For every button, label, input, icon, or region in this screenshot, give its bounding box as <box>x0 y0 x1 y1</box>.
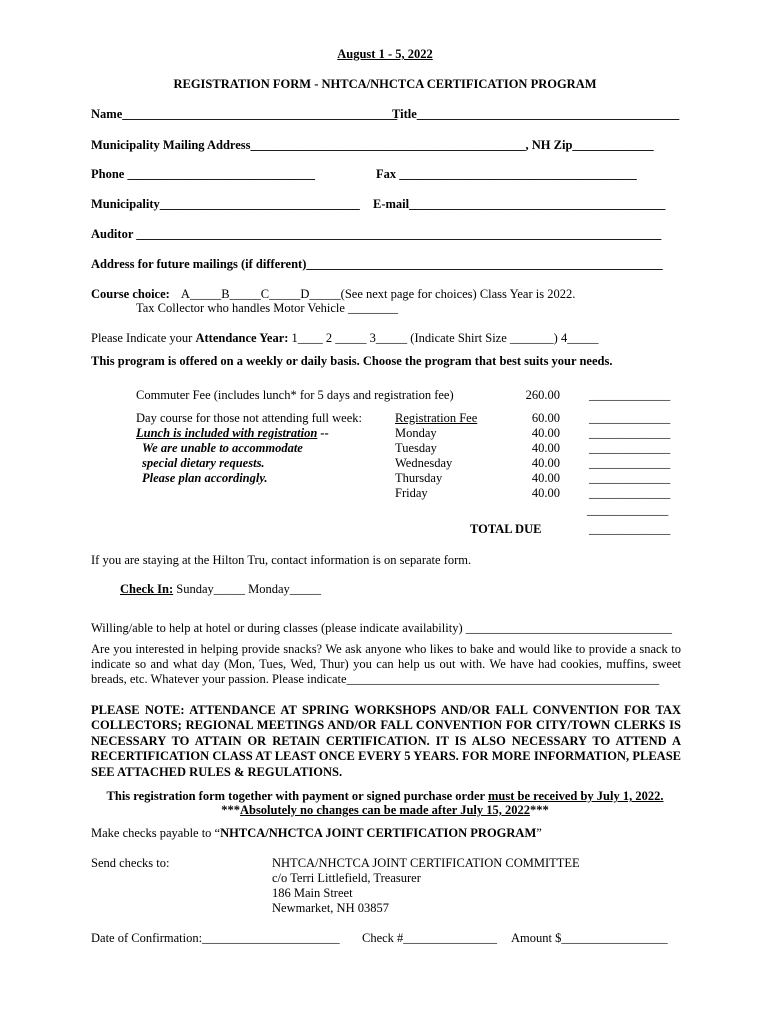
mailing-address-line: Newmarket, NH 03857 <box>272 901 389 915</box>
fee-item-blank[interactable]: _____________ <box>589 471 671 485</box>
tax-collector-line[interactable]: Tax Collector who handles Motor Vehicle ________ <box>136 301 399 315</box>
form-date: August 1 - 5, 2022 <box>337 47 433 61</box>
subtotal-blank[interactable]: _____________ <box>587 503 669 517</box>
check-in-row[interactable] <box>120 582 321 597</box>
program-note: This program is offered on a weekly or daily basis. Choose the program that best suits your needs. <box>91 354 613 368</box>
deadline-date: must be received by July 1, 2022. <box>488 789 664 803</box>
municipality-field[interactable]: Municipality________________________________ <box>91 197 360 211</box>
fee-item-amount: 40.00 <box>531 456 560 470</box>
attendance-label: Attendance Year: <box>195 331 289 345</box>
attendance-prefix: Please Indicate your <box>91 331 196 345</box>
commuter-fee-amount: 260.00 <box>525 388 560 402</box>
date-of-confirmation-field[interactable]: Date of Confirmation:______________________ <box>91 931 340 945</box>
diet-line-1: We are unable to accommodate <box>142 441 303 455</box>
fee-item-blank[interactable]: _____________ <box>589 426 671 440</box>
fee-item-blank[interactable]: _____________ <box>589 486 671 500</box>
lunch-note-dash: -- <box>317 426 329 440</box>
future-address-field[interactable]: Address for future mailings (if different)_________________________________________________________ <box>91 257 663 271</box>
name-field[interactable]: Name____________________________________________ <box>91 107 398 121</box>
deadline-line-2 <box>0 803 770 818</box>
deadline-line-1 <box>0 789 770 804</box>
amount-field[interactable]: Amount $_________________ <box>511 931 668 945</box>
fee-item-label: Friday <box>395 486 428 500</box>
fee-item-blank[interactable]: _____________ <box>589 411 671 425</box>
mailing-address-field[interactable]: Municipality Mailing Address____________________________________________, NH Zip_____________ <box>91 138 654 152</box>
fee-item-amount: 40.00 <box>531 441 560 455</box>
course-choice-line[interactable]: A_____B_____C_____D_____(See next page for choices) Class Year is 2022. <box>180 287 576 301</box>
help-availability-line[interactable]: Willing/able to help at hotel or during classes (please indicate availability) _________________________________ <box>91 621 672 635</box>
commuter-fee-label: Commuter Fee (includes lunch* for 5 days and registration fee) <box>136 388 454 402</box>
fee-item-label: Tuesday <box>395 441 437 455</box>
fee-item-amount: 40.00 <box>531 426 560 440</box>
attendance-year-row[interactable] <box>91 331 598 346</box>
auditor-field[interactable]: Auditor ____________________________________________________________________________________ <box>91 227 662 241</box>
total-due-blank[interactable]: _____________ <box>589 522 671 536</box>
mailing-address-line: 186 Main Street <box>272 886 353 900</box>
fee-item-label: Registration Fee <box>395 411 478 425</box>
no-changes-note: Absolutely no changes can be made after July 15, 2022 <box>239 803 531 817</box>
fee-item-amount: 60.00 <box>531 411 560 425</box>
deadline-stars-right: *** <box>530 803 549 817</box>
send-checks-label: Send checks to: <box>91 856 170 870</box>
day-course-label: Day course for those not attending full week: <box>136 411 362 425</box>
attendance-options[interactable]: 1____ 2 _____ 3_____ (Indicate Shirt Size _______) 4_____ <box>288 331 599 345</box>
payable-name: NHTCA/NHCTCA JOINT CERTIFICATION PROGRAM <box>220 826 537 840</box>
mailing-address-line: c/o Terri Littlefield, Treasurer <box>272 871 421 885</box>
title-field[interactable]: Title__________________________________________ <box>392 107 680 121</box>
diet-line-2: special dietary requests. <box>142 456 265 470</box>
snacks-paragraph: Are you interested in helping provide snacks? We ask anyone who likes to bake and would like to provide a snack to indicate so and what day (Mon, Tues, Wed, Thur) you can help us out with. We have had cookies, muffins, sweet breads, etc. Whatever your passion. Please indicate__________________________________________________ <box>91 642 681 686</box>
fee-item-label: Thursday <box>395 471 443 485</box>
fax-field[interactable]: Fax ______________________________________ <box>376 167 637 181</box>
check-in-options[interactable]: Sunday_____ Monday_____ <box>173 582 322 596</box>
email-field[interactable]: E-mail_________________________________________ <box>373 197 666 211</box>
deadline-stars-left: *** <box>221 803 240 817</box>
total-due-label: TOTAL DUE <box>470 522 542 536</box>
fee-item-amount: 40.00 <box>531 486 560 500</box>
phone-field[interactable]: Phone ______________________________ <box>91 167 315 181</box>
form-title: REGISTRATION FORM - NHTCA/NHCTCA CERTIFICATION PROGRAM <box>173 77 597 91</box>
payable-line <box>91 826 542 841</box>
fee-item-amount: 40.00 <box>531 471 560 485</box>
commuter-fee-blank[interactable]: _____________ <box>589 388 671 402</box>
fee-item-label: Wednesday <box>395 456 453 470</box>
course-choice-row <box>91 287 575 302</box>
lunch-note-row <box>136 426 329 441</box>
fee-item-blank[interactable]: _____________ <box>589 441 671 455</box>
fee-item-blank[interactable]: _____________ <box>589 456 671 470</box>
lunch-note: Lunch is included with registration <box>136 426 318 440</box>
check-in-label: Check In: <box>120 582 174 596</box>
deadline-prefix: This registration form together with payment or signed purchase order <box>106 789 488 803</box>
attendance-notice: PLEASE NOTE: ATTENDANCE AT SPRING WORKSHOPS AND/OR FALL CONVENTION FOR TAX COLLECTORS; REGIONAL MEETINGS AND/OR FALL CONVENTION FOR CITY/TOWN CLERKS IS NECESSARY TO ATTAIN OR RETAIN CERTIFICATION. IT IS ALSO NECESSARY TO ATTEND A RECERTIFICATION CLASS AT LEAST ONCE EVERY 5 YEARS. FOR MORE INFORMATION, PLEASE SEE ATTACHED RULES & REGULATIONS. <box>91 703 681 779</box>
hotel-note: If you are staying at the Hilton Tru, contact information is on separate form. <box>91 553 472 567</box>
payable-prefix: Make checks payable to “ <box>91 826 221 840</box>
course-choice-label: Course choice: <box>91 287 170 301</box>
mailing-address-line: NHTCA/NHCTCA JOINT CERTIFICATION COMMITTEE <box>272 856 580 870</box>
diet-line-3: Please plan accordingly. <box>142 471 268 485</box>
fee-item-label: Monday <box>395 426 437 440</box>
payable-suffix: ” <box>536 826 542 840</box>
check-number-field[interactable]: Check #_______________ <box>362 931 498 945</box>
